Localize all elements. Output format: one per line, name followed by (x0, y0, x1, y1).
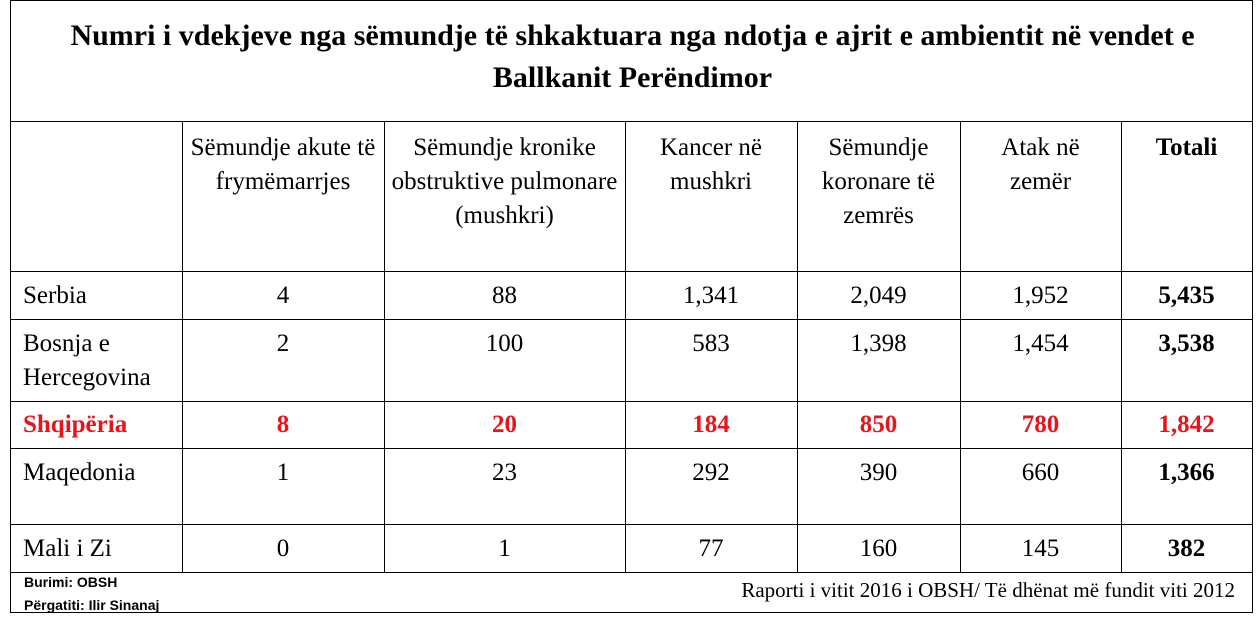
table-cell: 292 (692, 459, 730, 486)
table-cell: 0 (276, 535, 290, 562)
table-cell: 145 (1021, 535, 1060, 562)
total-cell: 3,538 (1158, 330, 1215, 357)
table-cell: 2,049 (850, 282, 907, 309)
divider (11, 121, 1252, 122)
table-title: Numri i vdekjeve nga sëmundje të shkaktuara nga ndotja e ajrit e ambientit në vendet e Ballkanit Perëndimor (70, 19, 1195, 94)
table-cell: 583 (692, 330, 730, 357)
table-cell: 184 (692, 411, 730, 438)
table-cell: 1,952 (1012, 282, 1069, 309)
table-cell: 4 (276, 282, 290, 309)
table-cell: 8 (276, 411, 290, 438)
divider (11, 271, 1252, 272)
row-label: Mali i Zi (23, 535, 112, 562)
table-frame (10, 0, 1253, 613)
table-cell: 77 (698, 535, 724, 562)
table-cell: 660 (1021, 459, 1060, 486)
divider (11, 401, 1252, 402)
total-cell: 5,435 (1158, 282, 1215, 309)
table-cell: 1 (276, 459, 290, 486)
table-cell: 2 (276, 330, 290, 357)
row-label: Serbia (23, 282, 87, 309)
col-header-lung-cancer: Kancer në mushkri (659, 134, 762, 195)
table-cell: 850 (859, 411, 898, 438)
divider (11, 524, 1252, 525)
col-header-copd: Sëmundje kronike obstruktive pulmonare (mushkri) (391, 134, 618, 229)
source-note: Burimi: OBSH (24, 574, 118, 590)
table-cell: 23 (492, 459, 517, 486)
table-cell: 1 (498, 535, 511, 562)
table-cell: 1,341 (682, 282, 740, 309)
table-cell: 88 (492, 282, 517, 309)
divider (11, 572, 1252, 573)
row-label: Bosnja e Hercegovina (23, 330, 151, 391)
divider (11, 319, 1252, 320)
col-header-coronary: Sëmundje koronare të zemrës (821, 134, 936, 229)
row-label: Maqedonia (23, 459, 136, 486)
author-note: Përgatiti: Ilir Sinanaj (24, 597, 160, 613)
total-cell: 1,842 (1158, 411, 1215, 438)
table-cell: 100 (485, 330, 524, 357)
total-cell: 382 (1167, 535, 1206, 562)
row-label: Shqipëria (23, 411, 128, 438)
divider (11, 448, 1252, 449)
report-note: Raporti i vitit 2016 i OBSH/ Të dhënat më fundit viti 2012 (741, 578, 1235, 602)
table-cell: 390 (859, 459, 898, 486)
table-cell: 1,454 (1012, 330, 1069, 357)
table-cell: 20 (492, 411, 517, 438)
table-cell: 1,398 (850, 330, 907, 357)
table-cell: 160 (859, 535, 898, 562)
col-header-acute: Sëmundje akute të frymëmarrjes (190, 134, 376, 195)
col-header-heart-attack: Atak në zemër (1001, 134, 1080, 195)
total-cell: 1,366 (1158, 459, 1215, 486)
table-cell: 780 (1021, 411, 1060, 438)
col-header-total: Totali (1155, 134, 1218, 161)
